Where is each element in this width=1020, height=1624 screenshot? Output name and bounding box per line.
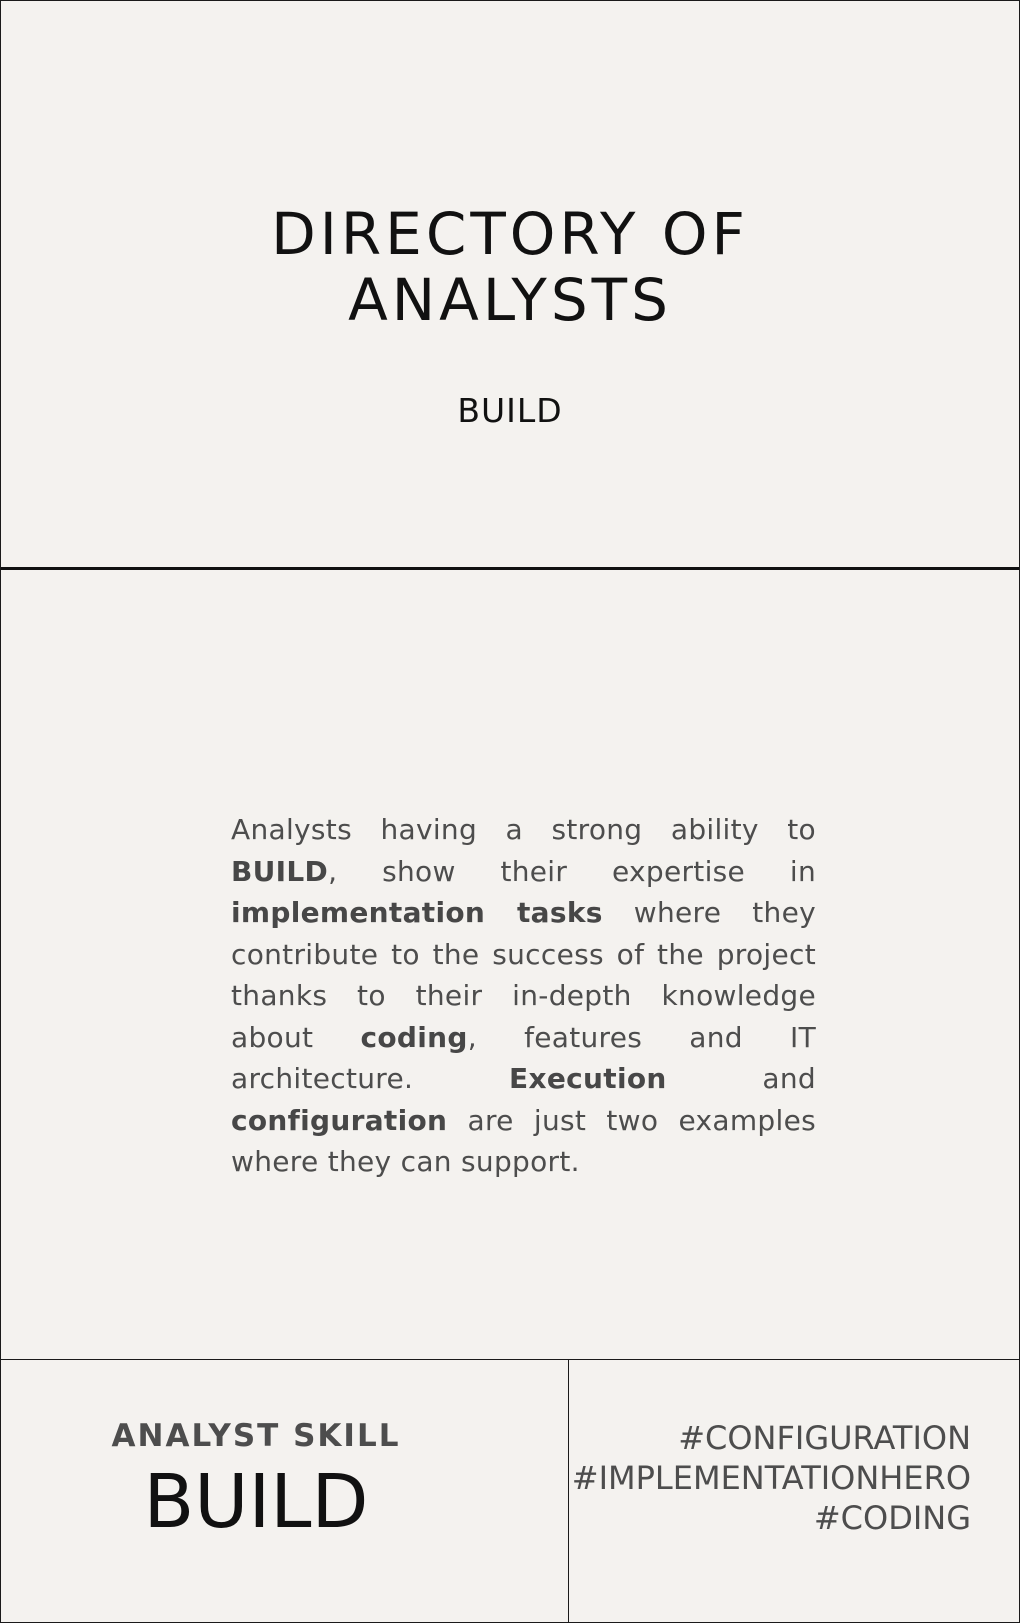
description-bold-build: BUILD	[231, 854, 329, 888]
description-text: and	[666, 1062, 816, 1095]
title-line-1: DIRECTORY OF	[271, 200, 749, 268]
description-text: are just two examples where they can support.	[231, 1103, 816, 1178]
title-line-2: ANALYSTS	[348, 266, 672, 334]
skill-label: ANALYST SKILL	[111, 1418, 401, 1454]
hashtag-configuration: #CONFIGURATION	[678, 1419, 971, 1457]
page-title	[1, 201, 1019, 333]
hashtag-list	[572, 1418, 971, 1538]
description-bold-configuration: configuration	[231, 1103, 448, 1137]
skill-name: BUILD	[143, 1459, 369, 1545]
skill-description	[231, 809, 816, 1183]
description-bold-implementation: implementation tasks	[231, 896, 603, 929]
description-text: , features and IT architecture.	[231, 1020, 816, 1095]
page-subtitle: BUILD	[457, 391, 563, 430]
description-text: , show their expertise in	[328, 854, 816, 888]
card-header	[1, 1, 1019, 570]
hashtag-implementationhero: #IMPLEMENTATIONHERO	[571, 1459, 971, 1497]
description-bold-coding: coding	[360, 1020, 468, 1054]
description-text: Analysts having a strong ability to	[231, 813, 816, 846]
card-footer	[1, 1359, 1019, 1623]
tags-panel	[569, 1360, 1019, 1623]
description-bold-execution: Execution	[509, 1062, 667, 1095]
description-text: where they contribute to the success of the project thanks to their in-depth knowledge about	[231, 896, 816, 1054]
skill-panel	[1, 1360, 569, 1623]
hashtag-coding: #CODING	[813, 1499, 971, 1537]
